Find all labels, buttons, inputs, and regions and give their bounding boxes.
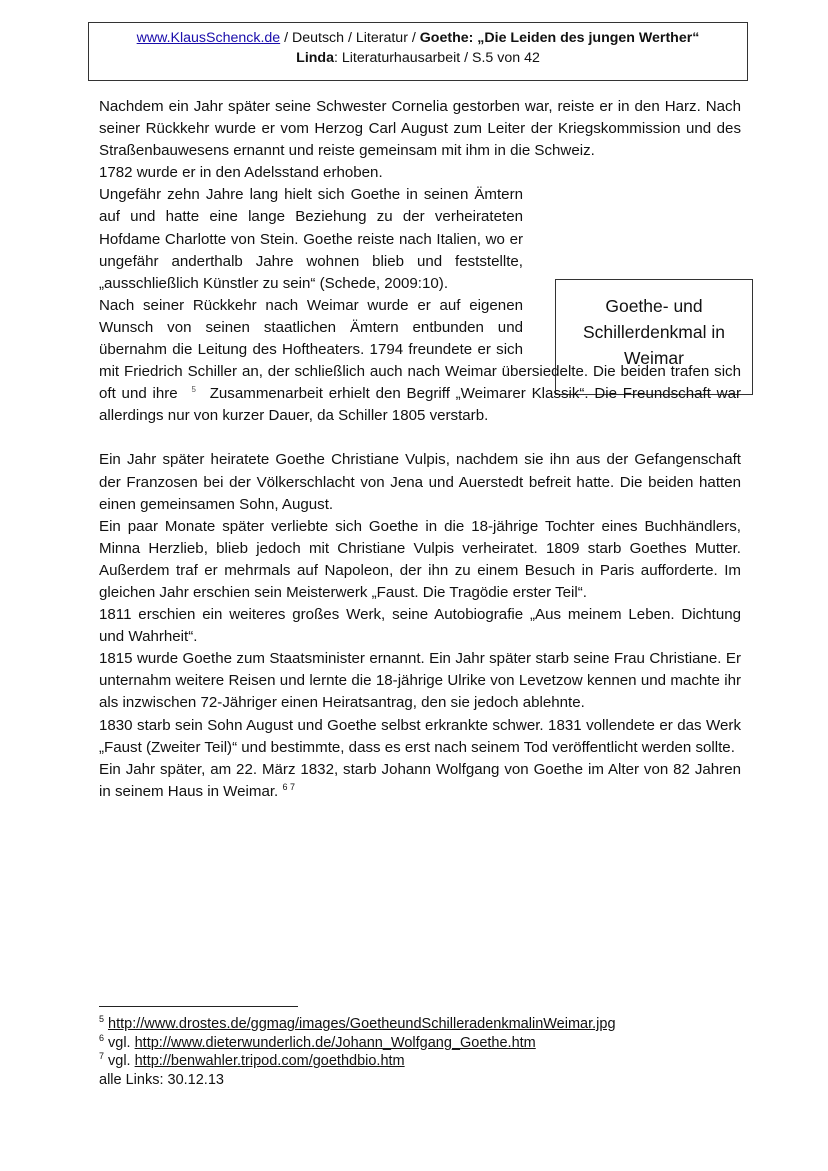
paragraph-3 <box>99 184 741 294</box>
footnote-6-number: 6 <box>99 1032 105 1043</box>
paragraph-gap <box>99 427 741 449</box>
header-line-2 <box>89 48 747 68</box>
paragraph-10-text: Ein Jahr später, am 22. März 1832, starb Johann Wolfgang von Goethe im Alter von 82 Jahren in seinem Haus in Weimar. <box>99 760 741 800</box>
header-line-1 <box>89 28 747 48</box>
footnotes <box>99 1015 739 1089</box>
footnote-7-link[interactable]: http://benwahler.tripod.com/goethdbio.htm <box>134 1053 405 1070</box>
paragraph-6: Ein paar Monate später verliebte sich Goethe in die 18-jährige Tochter eines Buchhändlers, Minna Herzlieb, blieb jedoch mit Christiane Vulpis verheiratet. 1809 starb Goethes Mutter. Außerdem traf er mehrmals auf Napoleon, der ihn zu einem Besuch in Paris aufforderte. Im gleichen Jahr erschien sein Meisterwerk „Faust. Die Tragödie erster Teil“. <box>99 517 741 601</box>
footnote-7-number: 7 <box>99 1051 105 1062</box>
caption-spacer <box>537 228 741 350</box>
footnote-5 <box>99 1015 739 1034</box>
paragraph-4-text-a: Nach seiner Rückkehr nach Weimar wurde er auf eigenen Wunsch von seinen staatlichen Ämtern entbunden und übernahm die Leitung des Hoftheaters. 1794 freundete er sich mit Friedrich Schiller an, der schließlich auch nach Weimar übersiedelte. Die beiden trafen sich oft und ihre <box>99 296 741 403</box>
paragraph-4-text-b: Zusammenarbeit erhielt den Begriff „Weimarer Klassik“. Die Freundschaft war allerdings nur von kurzer Dauer, da Schiller 1805 verstarb. <box>99 385 741 425</box>
site-link[interactable]: www.KlausSchenck.de <box>136 30 281 46</box>
image-caption: Goethe- und Schillerdenkmal in Weimar <box>582 296 725 368</box>
text-wrap-area <box>99 184 741 427</box>
footnote-separator <box>99 1006 298 1007</box>
footnote-5-link[interactable]: http://www.drostes.de/ggmag/images/GoetheundSchilleradenkmalinWeimar.jpg <box>108 1016 616 1032</box>
paragraph-1: Nachdem ein Jahr später seine Schwester Cornelia gestorben war, reiste er in den Harz. Nach seiner Rückkehr wurde er vom Herzog Carl August zum Leiter der Kriegskommission und des Straßenbauwesens ernannt und reiste gemeinsam mit ihm in die Schweiz. <box>99 98 741 160</box>
header-subtitle: : Literaturhausarbeit / S.5 von 42 <box>334 50 540 66</box>
footnote-5-number: 5 <box>99 1014 105 1025</box>
footnote-ref-5: 5 <box>191 385 196 395</box>
paragraph-3-text: Ungefähr zehn Jahre lang hielt sich Goethe in seinen Ämtern auf und hatte eine lange Beziehung zu der verheirateten Hofdame Charlotte von Stein. Goethe reiste nach Italien, wo er ungefähr anderthalb Jahre wohnen blieb und feststellte, „ausschließlich Künstler zu sein“ (Schede, 2009:10). <box>99 186 523 292</box>
paragraph-9: 1830 starb sein Sohn August und Goethe selbst erkrankte schwer. 1831 vollendete er das Werk „Faust (Zweiter Teil)“ und bestimmte, dass es erst nach seinem Tod veröffentlicht werden sollte. <box>99 716 741 756</box>
header-author: Linda <box>296 50 334 66</box>
header-title: Goethe: „Die Leiden des jungen Werther“ <box>419 30 700 46</box>
footnote-7 <box>99 1052 739 1071</box>
paragraph-10 <box>99 759 741 803</box>
footnote-refs-6-7: 6 7 <box>282 781 295 792</box>
main-text <box>99 96 741 803</box>
links-date: alle Links: 30.12.13 <box>99 1071 224 1088</box>
paragraph-5: Ein Jahr später heiratete Goethe Christiane Vulpis, nachdem sie ihn aus der Gefangenschaft der Franzosen bei der Völkerschlacht von Jena und Auerstedt befreit hatte. Die beiden hatten einen gemeinsamen Sohn, August. <box>99 451 741 513</box>
paragraph-8: 1815 wurde Goethe zum Staatsminister ernannt. Ein Jahr später starb seine Frau Christiane. Er unternahm weitere Reisen und lernte die 18-jährige Ulrike von Levetzow kennen und machte ihr als inzwischen 72-Jähriger einen Heiratsantrag, den sie jedoch ablehnte. <box>99 650 741 712</box>
footnote-6-prefix: vgl. <box>108 1034 135 1051</box>
header-path: / Deutsch / Literatur / <box>280 30 420 46</box>
footnote-7-prefix: vgl. <box>108 1053 135 1070</box>
footnote-6-link[interactable]: http://www.dieterwunderlich.de/Johann_Wolfgang_Goethe.htm <box>134 1034 536 1051</box>
paragraph-2: 1782 wurde er in den Adelsstand erhoben. <box>99 164 383 182</box>
footnote-6 <box>99 1034 739 1053</box>
paragraph-7: 1811 erschien ein weiteres großes Werk, seine Autobiografie „Aus meinem Leben. Dichtung und Wahrheit“. <box>99 606 741 646</box>
page-header <box>88 22 748 81</box>
